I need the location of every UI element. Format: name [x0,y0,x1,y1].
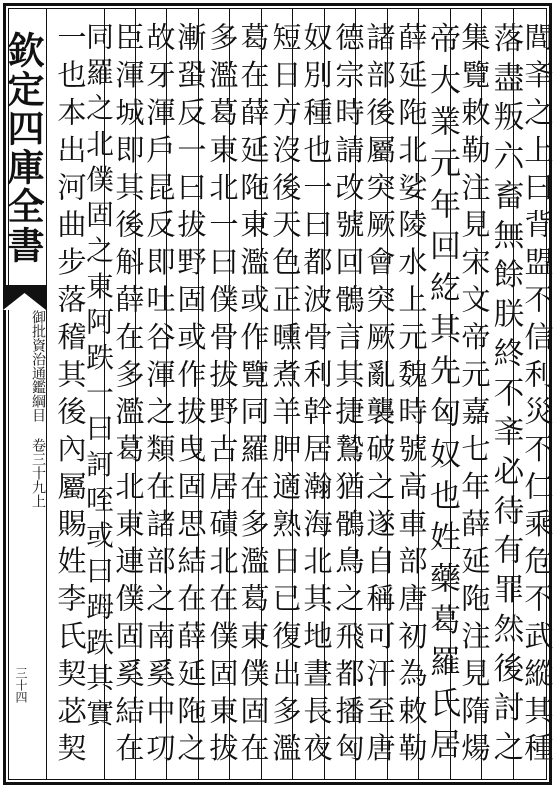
page-number: 三十四 [14,667,28,703]
text-column-11: 多濫葛東北一曰僕骨拔野古居磧北在僕固東拔 [205,22,239,770]
text-column-13: 故牙渾戶昆反即吐谷渾之類在諸部之南奚中㓛 [142,22,176,770]
margin-label [0,310,46,610]
text-column-5: 薛延陁北娑陵水上元魏時號高車部唐初為敕勒 [394,22,428,770]
volume-number: 卷三十九上 [30,438,46,508]
text-column-9: 短日方沒後天色正曛煮羊胛適熟日已復出多濫 [268,22,302,770]
edition-title: 欽定四庫全書 [1,31,45,265]
text-column-2: 落盡叛六畜無餘朕終不㪯必待有罪然後討之 [488,22,523,770]
text-column-6: 諸部後屬突厥會突厥亂襲破之遂自稱可汗至唐 [362,22,396,770]
column-rule [46,8,47,780]
text-column-3: 集覽敕勒注見宋文帝元嘉七年薛延陁注見隋煬 [457,22,491,770]
text-column-16: 一也本出河曲步落稽其後內屬賜姓李氏契苾契 [53,22,87,770]
text-column-15: 同羅之北僕固之東阿跌一曰訶咥或曰𧿹跌其實 [81,22,114,735]
text-column-12: 漸蛩反一曰拔野固或作拔曳固思結在薛延陁之 [173,22,207,770]
book-title: 御批資治通鑑綱目 [30,310,46,422]
fishtail-ornament-icon [3,285,46,310]
text-column-10: 葛在薛延陁東濫或作覽同羅在多濫葛東僕固在 [236,22,270,770]
text-column-14: 臣渾城即其後斛薛在多濫葛北東連僕固奚結在 [111,22,145,770]
text-column-7: 德宗時請改號回鶻言其捷鷙猶鶻鳥之飛都播匈 [331,22,365,770]
text-column-1: 閭㪯之上曰背盟不信利災不仁乘危不武縱其種 [520,22,554,770]
text-column-4: 帝大業元年回紇其先匈奴也姓藥葛羅氏居 [424,22,460,770]
text-column-8: 奴別種也一曰都波骨利幹居瀚海北其地晝長夜 [299,22,333,770]
